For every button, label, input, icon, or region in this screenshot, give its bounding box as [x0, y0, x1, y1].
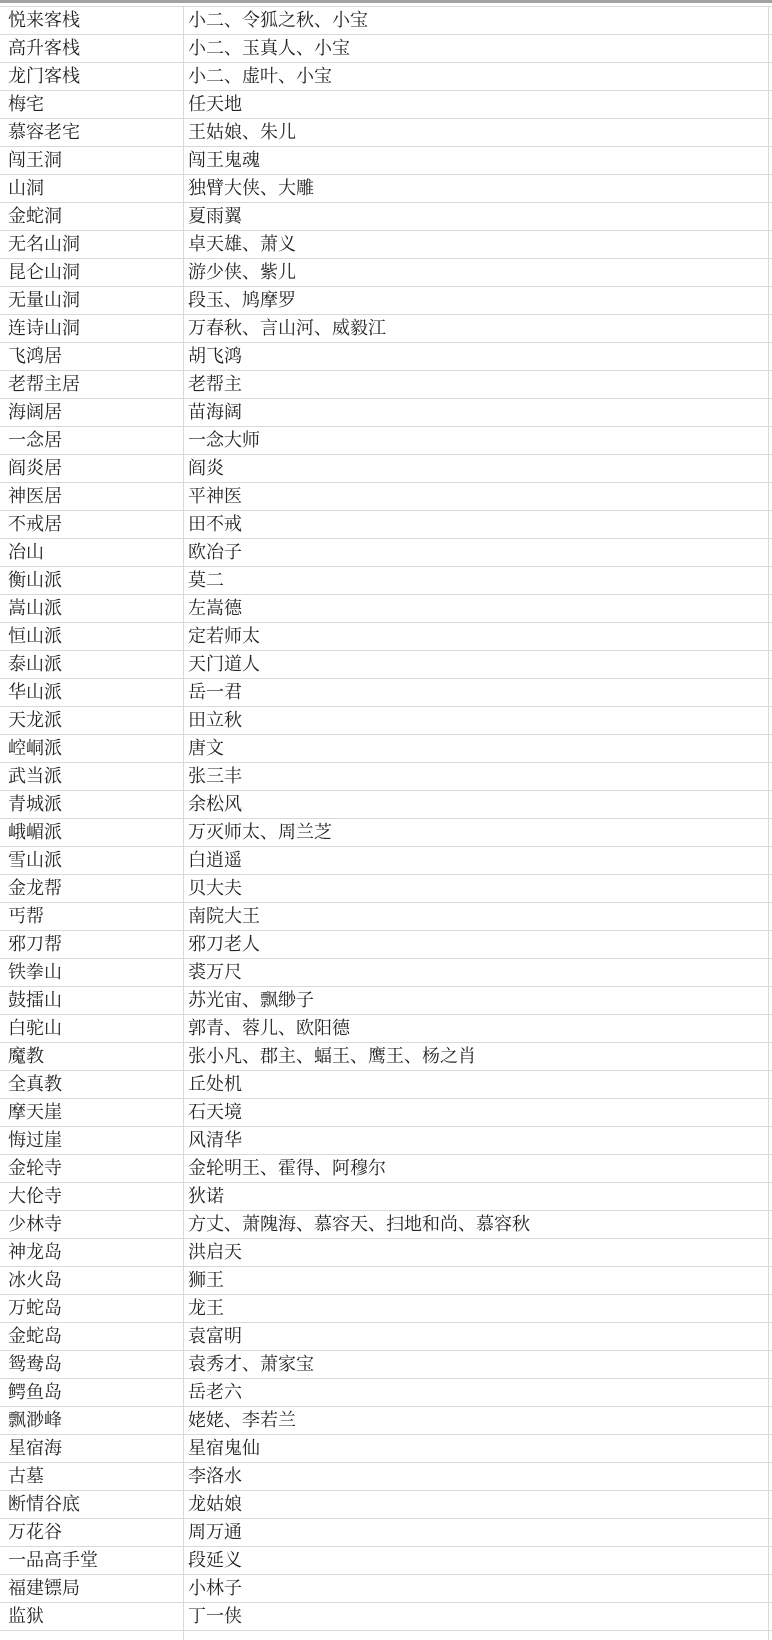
table-row — [0, 203, 772, 231]
characters-cell[interactable]: 邪刀老人 — [188, 934, 260, 955]
characters-cell[interactable]: 一念大师 — [188, 430, 260, 451]
table-row — [0, 1463, 772, 1491]
characters-cell[interactable]: 夏雨翼 — [188, 206, 242, 227]
location-cell[interactable]: 无名山洞 — [8, 234, 80, 255]
table-row — [0, 1239, 772, 1267]
location-cell[interactable]: 摩天崖 — [8, 1102, 62, 1123]
location-cell[interactable]: 丐帮 — [8, 906, 44, 927]
characters-cell[interactable]: 小二、令狐之秋、小宝 — [188, 10, 368, 31]
characters-cell[interactable]: 小林子 — [188, 1578, 242, 1599]
characters-cell[interactable]: 裘万尺 — [188, 962, 242, 983]
trailing-empty-row[interactable] — [0, 1631, 772, 1640]
characters-cell[interactable]: 石天境 — [188, 1102, 242, 1123]
location-cell[interactable]: 神医居 — [8, 486, 62, 507]
location-cell[interactable]: 全真教 — [8, 1074, 62, 1095]
table-row — [0, 875, 772, 903]
characters-cell[interactable]: 唐文 — [188, 738, 224, 759]
table-row — [0, 1519, 772, 1547]
table-row — [0, 427, 772, 455]
table-row — [0, 315, 772, 343]
table-row — [0, 1351, 772, 1379]
table-row — [0, 903, 772, 931]
table-row — [0, 959, 772, 987]
location-cell[interactable]: 冶山 — [8, 542, 44, 563]
characters-cell[interactable]: 欧冶子 — [188, 542, 242, 563]
characters-cell[interactable]: 南院大王 — [188, 906, 260, 927]
characters-cell[interactable]: 闯王鬼魂 — [188, 150, 260, 171]
characters-cell[interactable]: 天门道人 — [188, 654, 260, 675]
table-row — [0, 1547, 772, 1575]
location-cell[interactable]: 华山派 — [8, 682, 62, 703]
table-row — [0, 1295, 772, 1323]
table-row — [0, 1603, 772, 1631]
characters-cell[interactable]: 岳一君 — [188, 682, 242, 703]
characters-cell[interactable]: 星宿鬼仙 — [188, 1438, 260, 1459]
location-cell[interactable]: 青城派 — [8, 794, 62, 815]
table-row — [0, 1211, 772, 1239]
table-row — [0, 231, 772, 259]
table-row — [0, 651, 772, 679]
location-cell[interactable]: 星宿海 — [8, 1438, 62, 1459]
table-row — [0, 595, 772, 623]
location-cell[interactable]: 神龙岛 — [8, 1242, 62, 1263]
table-row — [0, 1127, 772, 1155]
table-row — [0, 63, 772, 91]
location-cell[interactable]: 少林寺 — [8, 1214, 62, 1235]
characters-cell[interactable]: 小二、玉真人、小宝 — [188, 38, 350, 59]
characters-cell[interactable]: 田不戒 — [188, 514, 242, 535]
characters-cell[interactable]: 田立秋 — [188, 710, 242, 731]
characters-cell[interactable]: 游少侠、紫儿 — [188, 262, 296, 283]
characters-cell[interactable]: 胡飞鸿 — [188, 346, 242, 367]
location-cell[interactable]: 龙门客栈 — [8, 66, 80, 87]
table-row — [0, 1435, 772, 1463]
characters-cell[interactable]: 龙姑娘 — [188, 1494, 242, 1515]
location-cell[interactable]: 峨嵋派 — [8, 822, 62, 843]
location-cell[interactable]: 慕容老宅 — [8, 122, 80, 143]
characters-cell[interactable]: 定若师太 — [188, 626, 260, 647]
table-row — [0, 1015, 772, 1043]
location-cell[interactable]: 福建镖局 — [8, 1578, 80, 1599]
location-cell[interactable]: 海阔居 — [8, 402, 62, 423]
location-cell[interactable]: 衡山派 — [8, 570, 62, 591]
characters-cell[interactable]: 袁秀才、萧家宝 — [188, 1354, 314, 1375]
location-cell[interactable]: 邪刀帮 — [8, 934, 62, 955]
characters-cell[interactable]: 岳老六 — [188, 1382, 242, 1403]
table-row — [0, 511, 772, 539]
location-cell[interactable]: 白驼山 — [8, 1018, 62, 1039]
table-row — [0, 1071, 772, 1099]
table-row — [0, 707, 772, 735]
location-cell[interactable]: 金蛇洞 — [8, 206, 62, 227]
table-row — [0, 539, 772, 567]
top-cutoff-row — [0, 0, 772, 7]
characters-cell[interactable]: 洪启天 — [188, 1242, 242, 1263]
sheet-rows — [0, 7, 772, 1631]
characters-cell[interactable]: 余松风 — [188, 794, 242, 815]
location-cell[interactable]: 山洞 — [8, 178, 44, 199]
characters-cell[interactable]: 姥姥、李若兰 — [188, 1410, 296, 1431]
location-cell[interactable]: 老帮主居 — [8, 374, 80, 395]
characters-cell[interactable]: 苗海阔 — [188, 402, 242, 423]
location-cell[interactable]: 金龙帮 — [8, 878, 62, 899]
characters-cell[interactable]: 袁富明 — [188, 1326, 242, 1347]
characters-cell[interactable]: 万灭师太、周兰芝 — [188, 822, 332, 843]
location-cell[interactable]: 天龙派 — [8, 710, 62, 731]
characters-cell[interactable]: 狄诺 — [188, 1186, 224, 1207]
characters-cell[interactable]: 方丈、萧隗海、慕容天、扫地和尚、慕容秋 — [188, 1214, 530, 1235]
characters-cell[interactable]: 丘处机 — [188, 1074, 242, 1095]
table-row — [0, 259, 772, 287]
characters-cell[interactable]: 张小凡、郡主、蝠王、鹰王、杨之肖 — [188, 1046, 476, 1067]
location-cell[interactable]: 梅宅 — [8, 94, 44, 115]
location-cell[interactable]: 监狱 — [8, 1606, 44, 1627]
table-row — [0, 1155, 772, 1183]
table-row — [0, 1379, 772, 1407]
characters-cell[interactable]: 王姑娘、朱儿 — [188, 122, 296, 143]
characters-cell[interactable]: 左嵩德 — [188, 598, 242, 619]
characters-cell[interactable]: 风清华 — [188, 1130, 242, 1151]
location-cell[interactable]: 金蛇岛 — [8, 1326, 62, 1347]
location-cell[interactable]: 飘渺峰 — [8, 1410, 62, 1431]
characters-cell[interactable]: 李洛水 — [188, 1466, 242, 1487]
characters-cell[interactable]: 小二、虚叶、小宝 — [188, 66, 332, 87]
location-cell[interactable]: 恒山派 — [8, 626, 62, 647]
location-cell[interactable]: 闯王洞 — [8, 150, 62, 171]
location-cell[interactable]: 飞鸿居 — [8, 346, 62, 367]
location-cell[interactable]: 高升客栈 — [8, 38, 80, 59]
table-row — [0, 1323, 772, 1351]
location-cell[interactable]: 鸳鸯岛 — [8, 1354, 62, 1375]
table-row — [0, 287, 772, 315]
characters-cell[interactable]: 周万通 — [188, 1522, 242, 1543]
table-row — [0, 791, 772, 819]
location-cell[interactable]: 古墓 — [8, 1466, 44, 1487]
location-cell[interactable]: 连诗山洞 — [8, 318, 80, 339]
characters-cell[interactable]: 白逍遥 — [188, 850, 242, 871]
characters-cell[interactable]: 龙王 — [188, 1298, 224, 1319]
table-row — [0, 91, 772, 119]
table-row — [0, 1575, 772, 1603]
characters-cell[interactable]: 贝大夫 — [188, 878, 242, 899]
table-row — [0, 343, 772, 371]
characters-cell[interactable]: 老帮主 — [188, 374, 242, 395]
characters-cell[interactable]: 阎炎 — [188, 458, 224, 479]
table-row — [0, 399, 772, 427]
characters-cell[interactable]: 苏光宙、飘缈子 — [188, 990, 314, 1011]
location-cell[interactable]: 昆仑山洞 — [8, 262, 80, 283]
characters-cell[interactable]: 段玉、鸠摩罗 — [188, 290, 296, 311]
location-cell[interactable]: 金轮寺 — [8, 1158, 62, 1179]
characters-cell[interactable]: 张三丰 — [188, 766, 242, 787]
characters-cell[interactable]: 任天地 — [188, 94, 242, 115]
location-cell[interactable]: 雪山派 — [8, 850, 62, 871]
location-cell[interactable]: 铁拳山 — [8, 962, 62, 983]
location-cell[interactable]: 魔教 — [8, 1046, 44, 1067]
table-row — [0, 987, 772, 1015]
characters-cell[interactable]: 丁一侠 — [188, 1606, 242, 1627]
table-row — [0, 679, 772, 707]
table-row — [0, 119, 772, 147]
table-row — [0, 819, 772, 847]
location-cell[interactable]: 无量山洞 — [8, 290, 80, 311]
location-cell[interactable]: 悦来客栈 — [8, 10, 80, 31]
location-cell[interactable]: 万花谷 — [8, 1522, 62, 1543]
table-row — [0, 763, 772, 791]
table-row — [0, 847, 772, 875]
table-row — [0, 623, 772, 651]
table-row — [0, 371, 772, 399]
table-row — [0, 7, 772, 35]
table-row — [0, 147, 772, 175]
characters-cell[interactable]: 段延义 — [188, 1550, 242, 1571]
location-cell[interactable]: 阎炎居 — [8, 458, 62, 479]
table-row — [0, 175, 772, 203]
location-cell[interactable]: 一品高手堂 — [8, 1550, 98, 1571]
characters-cell[interactable]: 狮王 — [188, 1270, 224, 1291]
right-edge-gridline — [768, 0, 769, 1640]
location-cell[interactable]: 不戒居 — [8, 514, 62, 535]
characters-cell[interactable]: 金轮明王、霍得、阿穆尔 — [188, 1158, 386, 1179]
table-row — [0, 1099, 772, 1127]
column-divider-gridline — [183, 0, 184, 1640]
table-row — [0, 455, 772, 483]
characters-cell[interactable]: 万春秋、言山河、威毅江 — [188, 318, 386, 339]
characters-cell[interactable]: 郭青、蓉儿、欧阳德 — [188, 1018, 350, 1039]
location-cell[interactable]: 武当派 — [8, 766, 62, 787]
table-row — [0, 931, 772, 959]
location-cell[interactable]: 泰山派 — [8, 654, 62, 675]
characters-cell[interactable]: 莫二 — [188, 570, 224, 591]
characters-cell[interactable]: 平神医 — [188, 486, 242, 507]
characters-cell[interactable]: 卓天雄、萧义 — [188, 234, 296, 255]
location-cell[interactable]: 一念居 — [8, 430, 62, 451]
location-cell[interactable]: 断情谷底 — [8, 1494, 80, 1515]
table-row — [0, 1407, 772, 1435]
table-row — [0, 483, 772, 511]
location-cell[interactable]: 大伦寺 — [8, 1186, 62, 1207]
location-cell[interactable]: 冰火岛 — [8, 1270, 62, 1291]
characters-cell[interactable]: 独臂大侠、大雕 — [188, 178, 314, 199]
table-row — [0, 1183, 772, 1211]
table-row — [0, 1267, 772, 1295]
table-row — [0, 1043, 772, 1071]
table-row — [0, 1491, 772, 1519]
location-cell[interactable]: 鼓擂山 — [8, 990, 62, 1011]
location-cell[interactable]: 悔过崖 — [8, 1130, 62, 1151]
table-row — [0, 735, 772, 763]
location-cell[interactable]: 鳄鱼岛 — [8, 1382, 62, 1403]
location-cell[interactable]: 万蛇岛 — [8, 1298, 62, 1319]
table-row — [0, 567, 772, 595]
location-cell[interactable]: 嵩山派 — [8, 598, 62, 619]
table-row — [0, 35, 772, 63]
location-cell[interactable]: 崆峒派 — [8, 738, 62, 759]
